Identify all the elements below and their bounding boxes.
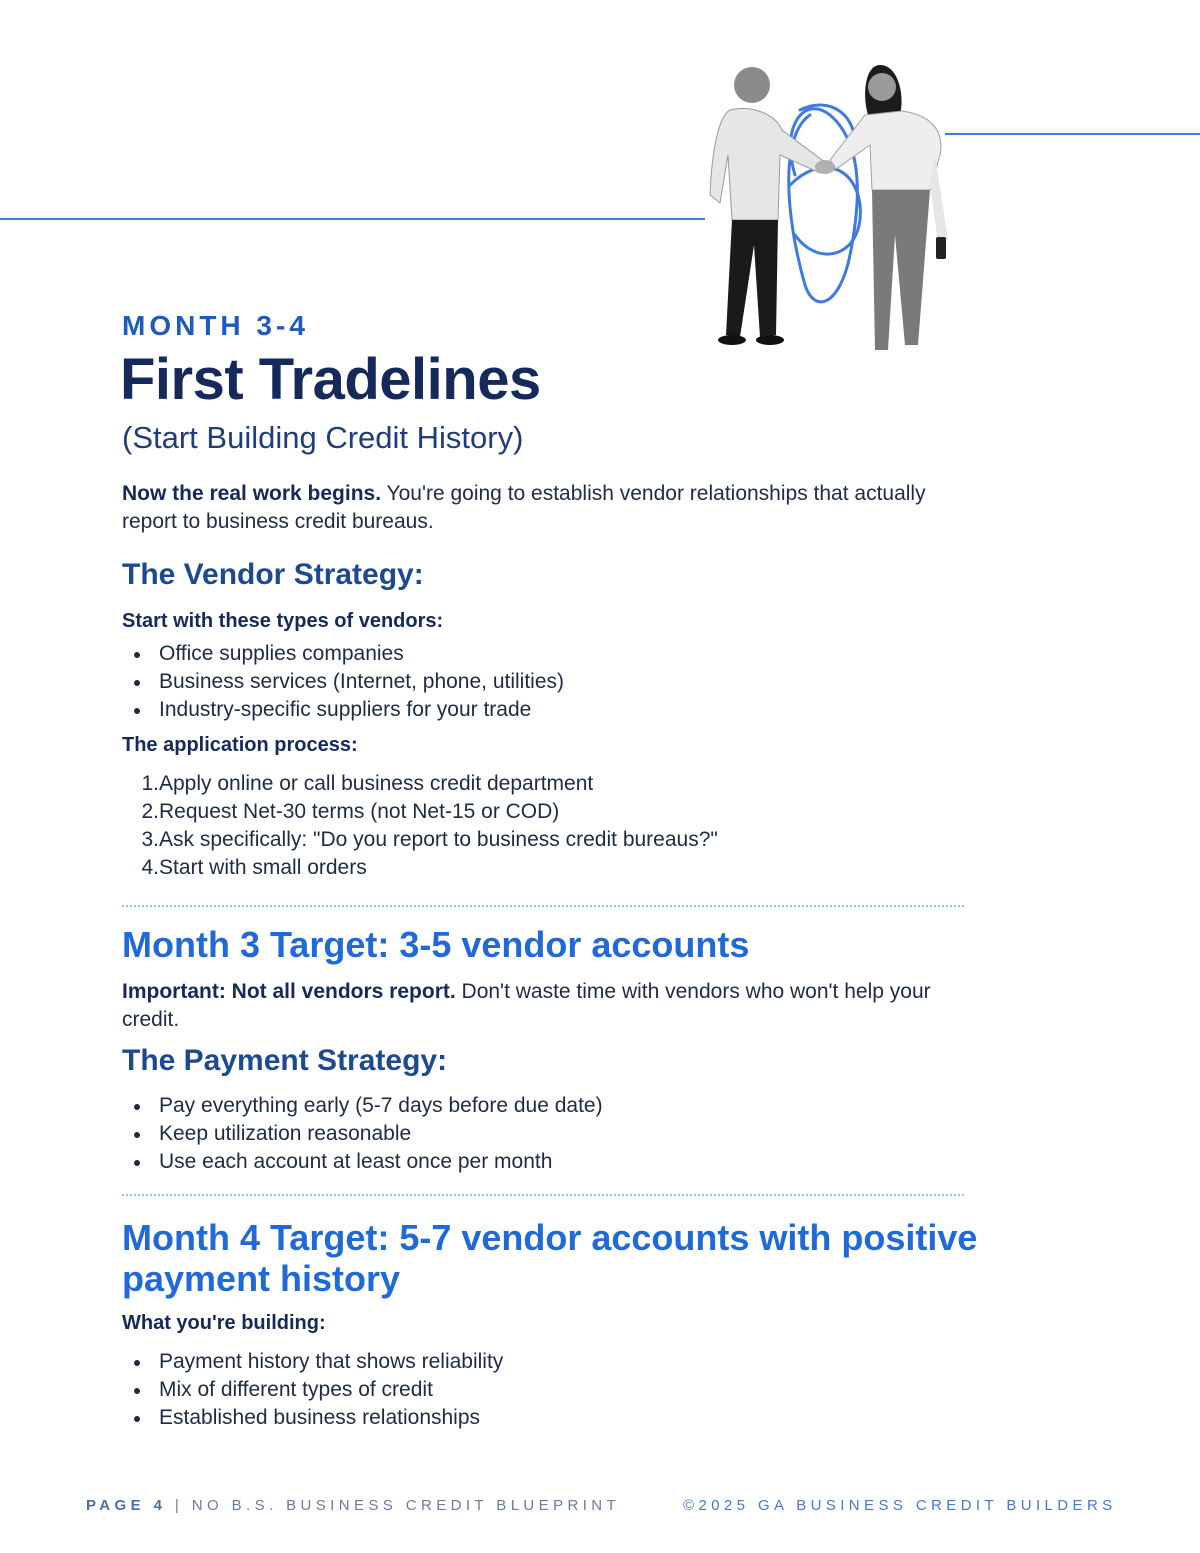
important-bold: Important: Not all vendors report. — [122, 980, 456, 1003]
payment-strategy-list — [130, 1092, 603, 1176]
step-text: Start with small orders — [159, 856, 367, 879]
payment-strategy-heading: The Payment Strategy: — [122, 1044, 448, 1077]
step-number: 4. — [141, 856, 159, 879]
list-item: Payment history that shows reliability — [130, 1348, 503, 1376]
header-rule-right — [945, 133, 1200, 135]
month3-target: Month 3 Target: 3-5 vendor accounts — [122, 924, 750, 965]
handshake-illustration — [690, 55, 980, 365]
document-name: NO B.S. BUSINESS CREDIT BLUEPRINT — [191, 1497, 621, 1514]
list-item: Industry-specific suppliers for your trade — [130, 696, 564, 724]
list-item: Use each account at least once per month — [130, 1148, 603, 1176]
page-number: PAGE 4 — [86, 1497, 167, 1514]
important-text: Don't waste time with vendors who won't help your credit. — [122, 980, 931, 1031]
intro-text: You're going to establish vendor relationships that actually report to business credit bureaus. — [122, 482, 926, 533]
application-process-label: The application process: — [122, 734, 358, 756]
list-item — [130, 798, 718, 826]
list-item — [130, 826, 718, 854]
step-number: 2. — [141, 800, 159, 823]
list-item: Pay everything early (5-7 days before due date) — [130, 1092, 603, 1120]
footer-left — [86, 1497, 620, 1514]
building-label: What you're building: — [122, 1312, 326, 1334]
section-divider — [122, 1194, 964, 1196]
vendor-types-list — [130, 640, 564, 724]
footer-copyright: ©2025 GA BUSINESS CREDIT BUILDERS — [683, 1497, 1117, 1514]
list-item — [130, 770, 718, 798]
step-number: 3. — [141, 828, 159, 851]
page-subtitle: (Start Building Credit History) — [122, 420, 524, 455]
important-note — [122, 978, 962, 1034]
header-rule-left — [0, 218, 705, 220]
intro-paragraph — [122, 480, 962, 536]
footer-separator: | — [166, 1497, 192, 1514]
list-item: Office supplies companies — [130, 640, 564, 668]
step-text: Request Net-30 terms (not Net-15 or COD) — [159, 800, 560, 823]
intro-bold: Now the real work begins. — [122, 482, 382, 505]
vendor-strategy-heading: The Vendor Strategy: — [122, 558, 424, 591]
handshake-icon — [815, 160, 835, 174]
application-steps-list — [130, 770, 718, 882]
woman-figure — [830, 65, 948, 350]
list-item: Keep utilization reasonable — [130, 1120, 603, 1148]
step-text: Ask specifically: "Do you report to business credit bureaus?" — [159, 828, 718, 851]
month-eyebrow: MONTH 3-4 — [122, 310, 309, 341]
list-item: Business services (Internet, phone, utilities) — [130, 668, 564, 696]
step-text: Apply online or call business credit department — [159, 772, 594, 795]
list-item: Mix of different types of credit — [130, 1376, 503, 1404]
month4-target: Month 4 Target: 5-7 vendor accounts with positive payment history — [122, 1217, 978, 1299]
vendor-types-label: Start with these types of vendors: — [122, 610, 444, 632]
section-divider — [122, 905, 964, 907]
list-item — [130, 854, 718, 882]
building-list — [130, 1348, 503, 1432]
step-number: 1. — [141, 772, 159, 795]
list-item: Established business relationships — [130, 1404, 503, 1432]
page-title: First Tradelines — [120, 347, 541, 412]
